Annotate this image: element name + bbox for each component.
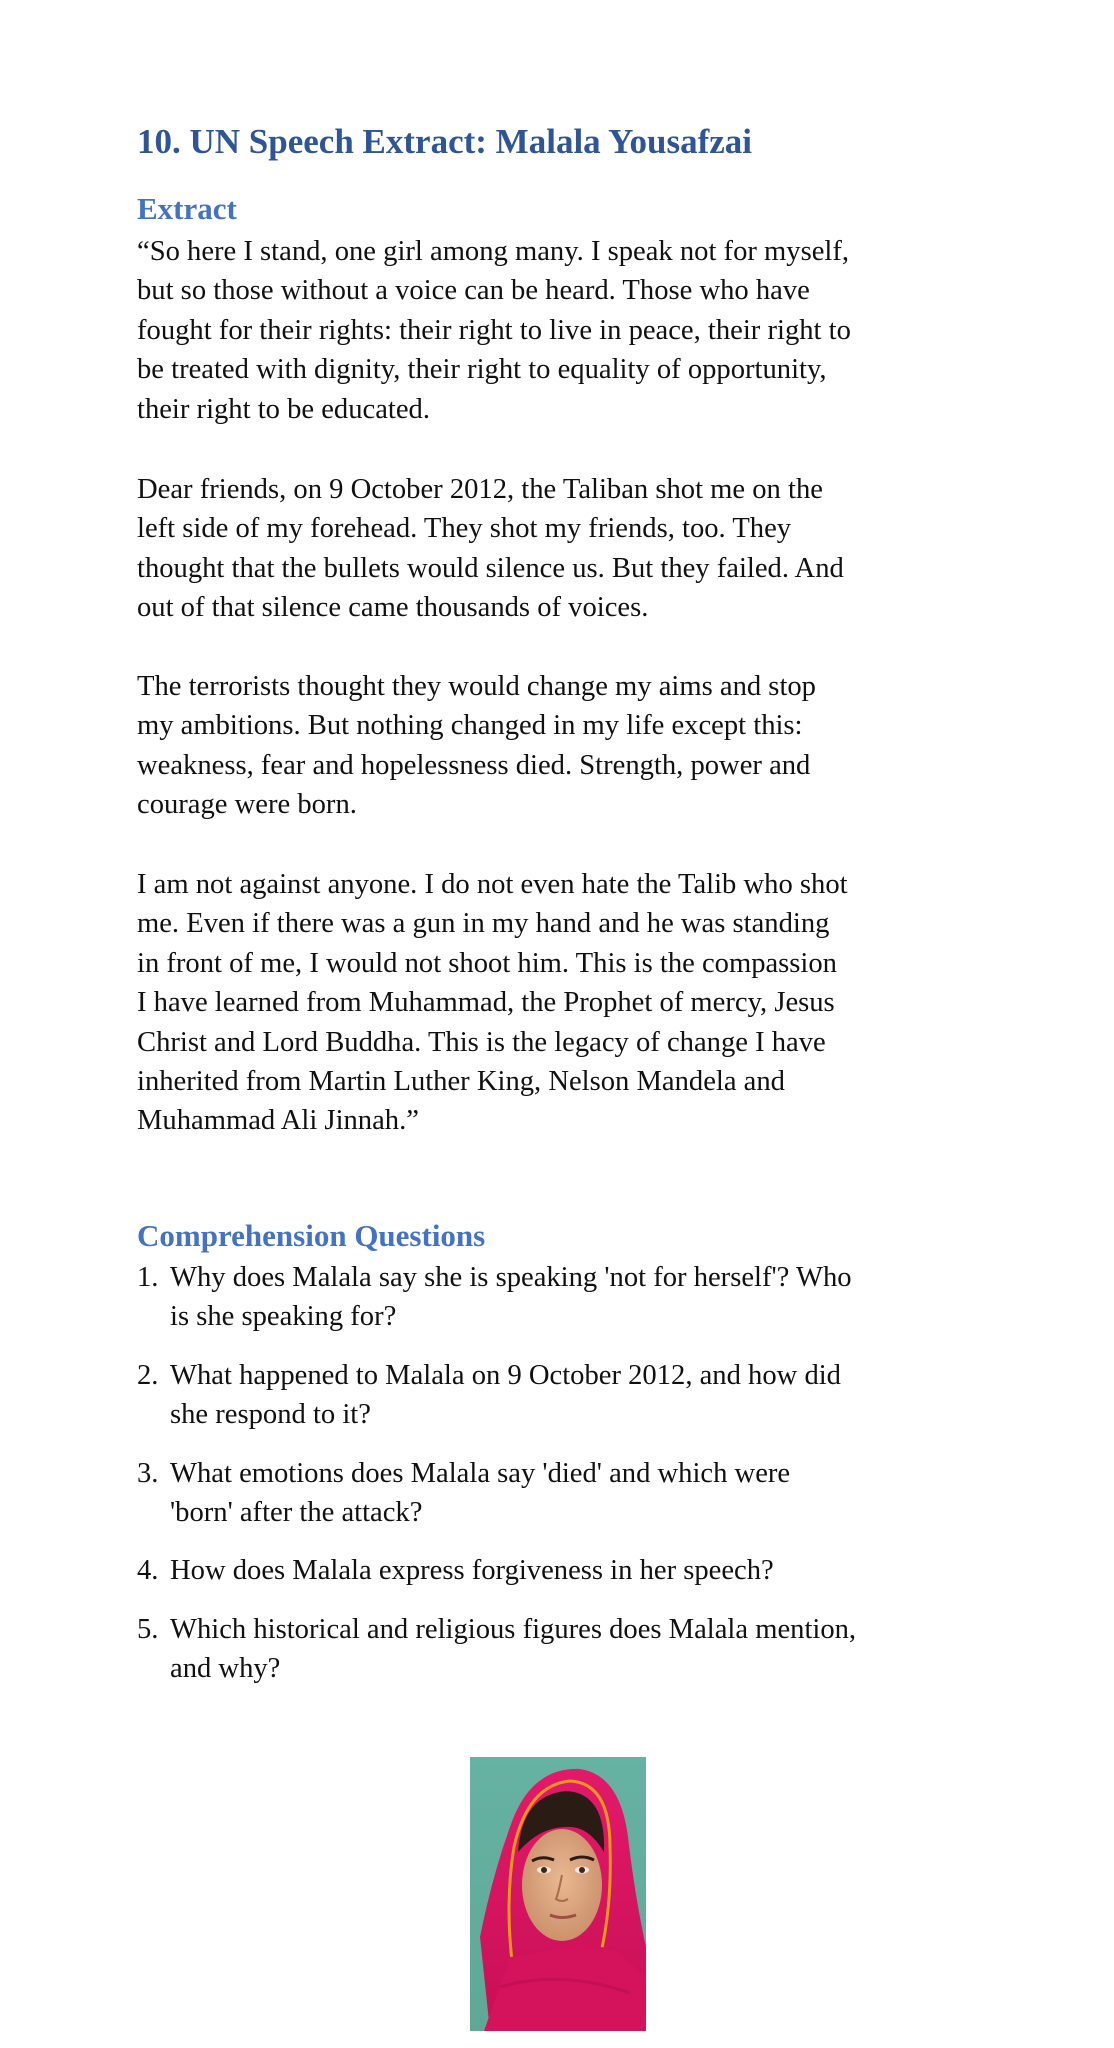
question-item-2 (137, 1356, 856, 1435)
question-number: 4. (137, 1555, 159, 1587)
text-line: Muhammad Ali Jinnah.” (137, 1105, 419, 1137)
question-text-line: Which historical and religious figures does Malala mention, (170, 1613, 857, 1645)
extract-paragraph-1 (137, 232, 851, 429)
question-item-1 (137, 1258, 856, 1337)
text-line: Dear friends, on 9 October 2012, the Taliban shot me on the (137, 474, 823, 505)
question-text-line: What happened to Malala on 9 October 2012, and how did (170, 1359, 841, 1391)
extract-paragraph-2 (137, 470, 844, 628)
text-line: inherited from Martin Luther King, Nelson Mandela and (137, 1066, 785, 1098)
question-text-line: Why does Malala say she is speaking 'not for herself'? Who (170, 1262, 852, 1293)
text-line: fought for their rights: their right to live in peace, their right to (137, 314, 851, 346)
question-text-line: 'born' after the attack? (170, 1497, 423, 1529)
question-text-line: she respond to it? (170, 1399, 371, 1431)
text-line: be treated with dignity, their right to equality of opportunity, (137, 354, 827, 386)
extract-paragraph-3 (137, 667, 816, 825)
text-line: I have learned from Muhammad, the Prophet of mercy, Jesus (137, 987, 835, 1019)
question-text-line: is she speaking for? (170, 1301, 397, 1333)
question-item-3 (137, 1454, 856, 1533)
extract-heading: Extract (137, 191, 237, 226)
question-text-line: What emotions does Malala say 'died' and which were (170, 1457, 791, 1489)
text-line: “So here I stand, one girl among many. I speak not for myself, (137, 236, 850, 267)
question-text-line: How does Malala express forgiveness in her speech? (170, 1555, 774, 1587)
extract-paragraph-4 (137, 865, 848, 1141)
text-line: in front of me, I would not shoot him. This is the compassion (137, 947, 837, 979)
text-line: left side of my forehead. They shot my friends, too. They (137, 513, 792, 545)
question-text-line: and why? (170, 1653, 281, 1685)
text-line: me. Even if there was a gun in my hand and he was standing (137, 908, 830, 940)
questions-heading: Comprehension Questions (137, 1218, 486, 1253)
comprehension-questions-list (137, 1258, 856, 1708)
question-item-4 (137, 1551, 856, 1590)
question-number: 1. (137, 1262, 159, 1293)
text-line: out of that silence came thousands of voices. (137, 592, 649, 624)
question-number: 2. (137, 1359, 159, 1391)
portrait-illustration-icon (470, 1757, 646, 2031)
text-line: Christ and Lord Buddha. This is the legacy of change I have (137, 1026, 826, 1058)
text-line: but so those without a voice can be heard. Those who have (137, 275, 810, 307)
question-number: 5. (137, 1613, 159, 1645)
page-title: 10. UN Speech Extract: Malala Yousafzai (137, 122, 753, 161)
text-line: thought that the bullets would silence us. But they failed. And (137, 552, 844, 584)
portrait-photo (470, 1757, 646, 2031)
text-line: their right to be educated. (137, 393, 430, 425)
question-number: 3. (137, 1457, 159, 1489)
text-line: I am not against anyone. I do not even hate the Talib who shot (137, 869, 848, 900)
text-line: courage were born. (137, 789, 357, 821)
text-line: The terrorists thought they would change my aims and stop (137, 671, 816, 702)
text-line: weakness, fear and hopelessness died. Strength, power and (137, 749, 811, 781)
text-line: my ambitions. But nothing changed in my life except this: (137, 710, 803, 742)
question-item-5 (137, 1610, 856, 1689)
